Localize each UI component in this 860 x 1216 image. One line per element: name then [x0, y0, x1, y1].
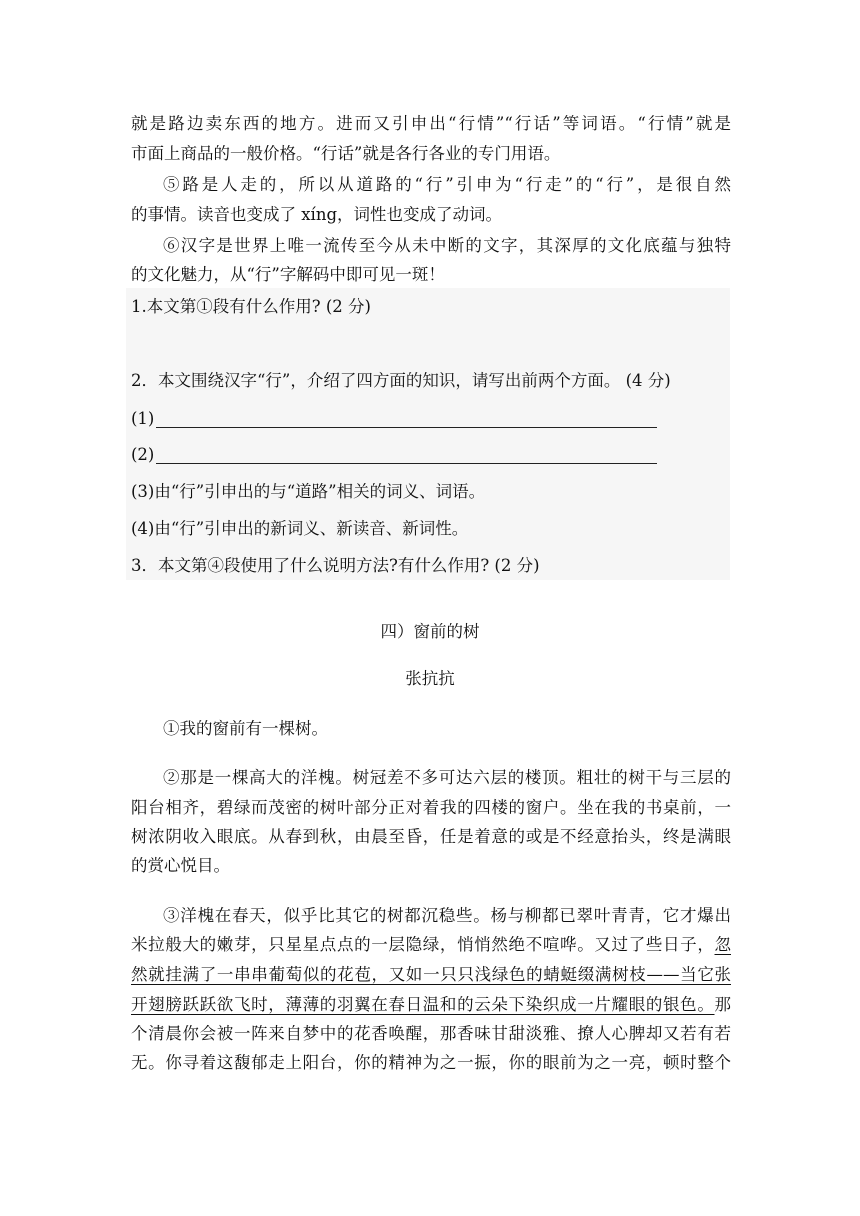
- paragraph-3-line: ③洋槐在春天，似乎比其它的树都沉稳些。杨与柳都已翠叶青青，它才爆出: [163, 906, 731, 925]
- paragraph-5-line: ⑤路是人走的，所以从道路的“行”引申为“行走”的“行”，是很自然: [163, 175, 731, 194]
- answer-3: (3)由“行”引申出的与“道路”相关的词义、词语。: [131, 482, 486, 501]
- paragraph-3-line: [131, 933, 731, 957]
- paragraph-2-line: 的赏心悦目。: [131, 856, 230, 875]
- question-1: 1.本文第①段有什么作用? (2 分): [131, 297, 371, 316]
- paragraph-2-line: ②那是一棵高大的洋槐。树冠差不多可达六层的楼顶。粗壮的树干与三层的: [163, 768, 731, 787]
- answer-1-label: (1): [131, 409, 155, 428]
- paragraph-5-line: 的事情。读音也变成了 xíng，词性也变成了动词。: [131, 205, 503, 224]
- passage-author: 张抗抗: [405, 669, 455, 688]
- question-3: 3．本文第④段使用了什么说明方法?有什么作用? (2 分): [131, 556, 540, 575]
- answer-2-blank[interactable]: [156, 445, 657, 464]
- passage-line: 市面上商品的一般价格。“行话”就是各行各业的专门用语。: [131, 144, 561, 163]
- paragraph-3-text: 那: [714, 995, 731, 1014]
- answer-1-blank[interactable]: [156, 409, 657, 428]
- passage-title: 四）窗前的树: [380, 622, 480, 641]
- paragraph-3-line: 个清晨你会被一阵来自梦中的花香唤醒，那香味甘甜淡雅、撩人心脾却又若有若: [131, 1024, 731, 1043]
- paragraph-2-line: 阳台相齐，碧绿而茂密的树叶部分正对着我的四楼的窗户。坐在我的书桌前，一: [131, 798, 731, 817]
- paragraph-3-text: 米拉般大的嫩芽，只星星点点的一层隐绿，悄悄然绝不喧哗。又过了些日子，: [131, 935, 715, 954]
- passage-line: 就是路边卖东西的地方。进而又引申出“行情”“行话”等词语。“行情”就是: [131, 114, 731, 133]
- paragraph-2-line: 树浓阴收入眼底。从春到秋，由晨至昏，任是着意的或是不经意抬头，终是满眼: [131, 827, 731, 846]
- paragraph-1: ①我的窗前有一棵树。: [163, 719, 328, 738]
- paragraph-3-line: [131, 963, 731, 987]
- answer-4: (4)由“行”引申出的新词义、新读音、新词性。: [131, 519, 469, 538]
- paragraph-6-line: 的文化魅力，从“行”字解码中即可见一斑！: [131, 265, 445, 284]
- underlined-text: 开翅膀跃跃欲飞时，薄薄的羽翼在春日温和的云朵下染织成一片耀眼的银色。: [131, 995, 715, 1014]
- paragraph-3-line: [131, 993, 731, 1017]
- answer-2-label: (2): [131, 445, 155, 464]
- underlined-text: 然就挂满了一串串葡萄似的花苞，又如一只只浅绿色的蜻蜓缀满树枝——当它张: [131, 965, 731, 984]
- underlined-text: 忽: [714, 935, 731, 954]
- paragraph-3-line: 无。你寻着这馥郁走上阳台，你的精神为之一振，你的眼前为之一亮，顿时整个: [131, 1053, 731, 1072]
- paragraph-6-line: ⑥汉字是世界上唯一流传至今从未中断的文字，其深厚的文化底蕴与独特: [163, 236, 731, 255]
- answer-1-row: [131, 407, 731, 431]
- question-2: 2．本文围绕汉字“行”，介绍了四方面的知识，请写出前两个方面。 (4 分): [131, 371, 671, 390]
- answer-2-row: [131, 443, 731, 467]
